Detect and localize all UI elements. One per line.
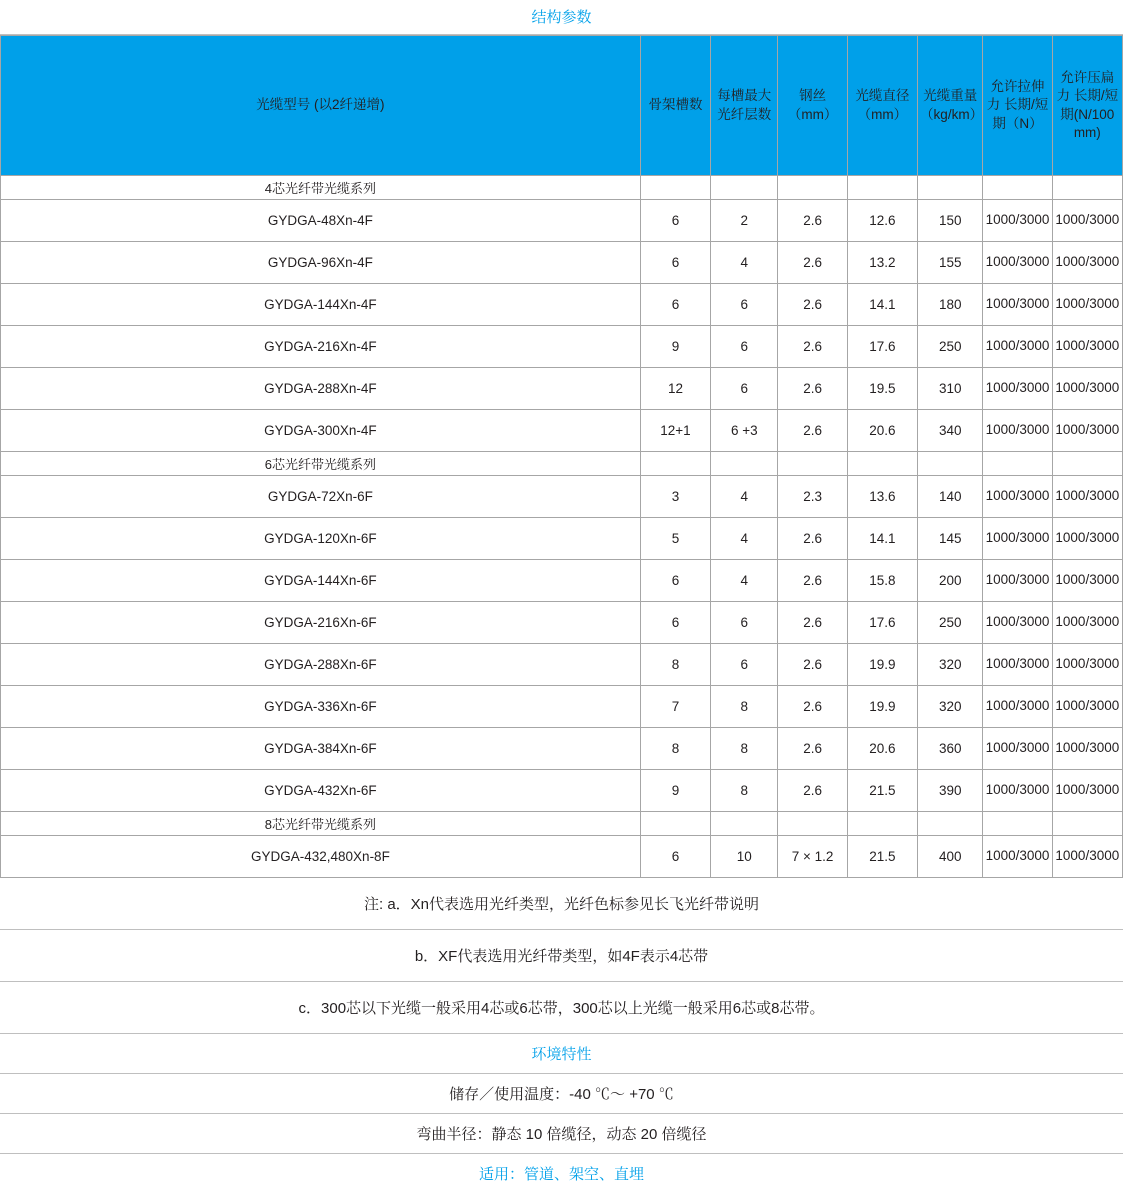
cell-layers: 6 +3 [711,410,778,452]
cell-crush: 1000/3000 [1052,728,1122,770]
cell-tensile: 1000/3000 [983,200,1052,242]
cell-wire: 2.6 [778,518,847,560]
header-diameter: 光缆直径（mm） [847,36,917,176]
cell-crush: 1000/3000 [1052,200,1122,242]
cell-weight: 155 [918,242,983,284]
cell-tensile: 1000/3000 [983,476,1052,518]
table-row [1,560,1123,602]
cell-slots: 3 [640,476,710,518]
cell-slots: 6 [640,602,710,644]
series-empty-cell [778,452,847,476]
cell-layers: 8 [711,728,778,770]
series-empty-cell [918,176,983,200]
series-empty-cell [711,176,778,200]
cell-weight: 145 [918,518,983,560]
cell-diameter: 17.6 [847,326,917,368]
cell-slots: 8 [640,728,710,770]
cell-slots: 9 [640,326,710,368]
cell-tensile: 1000/3000 [983,560,1052,602]
header-model: 光缆型号 (以2纤递增) [1,36,641,176]
table-row [1,728,1123,770]
header-crush: 允许压扁力 长期/短期(N/100 mm) [1052,36,1122,176]
cell-slots: 8 [640,644,710,686]
series-empty-cell [918,812,983,836]
cell-tensile: 1000/3000 [983,770,1052,812]
cell-layers: 2 [711,200,778,242]
cell-crush: 1000/3000 [1052,410,1122,452]
cell-model: GYDGA-72Xn-6F [1,476,641,518]
cell-layers: 4 [711,242,778,284]
cell-layers: 8 [711,686,778,728]
table-row [1,644,1123,686]
cell-diameter: 13.2 [847,242,917,284]
series-empty-cell [640,176,710,200]
cell-crush: 1000/3000 [1052,686,1122,728]
cell-diameter: 19.9 [847,644,917,686]
cell-wire: 2.6 [778,602,847,644]
header-layers: 每槽最大光纤层数 [711,36,778,176]
cell-crush: 1000/3000 [1052,836,1122,878]
cell-diameter: 14.1 [847,284,917,326]
cell-wire: 2.6 [778,686,847,728]
series-empty-cell [918,452,983,476]
cell-model: GYDGA-288Xn-4F [1,368,641,410]
table-body [1,176,1123,878]
header-weight: 光缆重量（kg/km） [918,36,983,176]
series-empty-cell [847,452,917,476]
cell-crush: 1000/3000 [1052,242,1122,284]
series-empty-cell [778,176,847,200]
cell-tensile: 1000/3000 [983,836,1052,878]
cell-model: GYDGA-96Xn-4F [1,242,641,284]
note-line: b．XF代表选用光纤带类型，如4F表示4芯带 [0,930,1123,982]
cell-slots: 7 [640,686,710,728]
cell-tensile: 1000/3000 [983,728,1052,770]
env-temperature-line: 储存／使用温度：-40 ℃～ +70 ℃ [0,1074,1123,1114]
cell-weight: 400 [918,836,983,878]
cell-layers: 4 [711,518,778,560]
series-empty-cell [640,812,710,836]
table-row [1,686,1123,728]
cell-layers: 6 [711,644,778,686]
notes-section [0,878,1123,1034]
cell-wire: 2.6 [778,644,847,686]
table-row [1,836,1123,878]
cell-wire: 2.6 [778,200,847,242]
series-empty-cell [711,452,778,476]
cell-slots: 6 [640,242,710,284]
cell-diameter: 19.9 [847,686,917,728]
cell-slots: 9 [640,770,710,812]
cell-wire: 2.6 [778,770,847,812]
cell-weight: 360 [918,728,983,770]
header-wire: 钢丝（mm） [778,36,847,176]
cell-wire: 2.6 [778,242,847,284]
cell-tensile: 1000/3000 [983,602,1052,644]
table-row [1,410,1123,452]
cell-layers: 6 [711,326,778,368]
note-line: c．300芯以下光缆一般采用4芯或6芯带，300芯以上光缆一般采用6芯或8芯带。 [0,982,1123,1034]
table-row [1,326,1123,368]
cell-diameter: 20.6 [847,410,917,452]
structure-section-title: 结构参数 [0,0,1123,35]
cell-weight: 310 [918,368,983,410]
cell-model: GYDGA-216Xn-4F [1,326,641,368]
note-line: 注: a．Xn代表选用光纤类型，光纤色标参见长飞光纤带说明 [0,878,1123,930]
cell-weight: 320 [918,644,983,686]
cell-slots: 6 [640,284,710,326]
cell-wire: 2.6 [778,560,847,602]
cell-tensile: 1000/3000 [983,410,1052,452]
cell-tensile: 1000/3000 [983,326,1052,368]
cell-crush: 1000/3000 [1052,518,1122,560]
cell-layers: 10 [711,836,778,878]
series-empty-cell [1052,452,1122,476]
header-slots: 骨架槽数 [640,36,710,176]
cell-crush: 1000/3000 [1052,770,1122,812]
cell-slots: 12 [640,368,710,410]
cell-model: GYDGA-384Xn-6F [1,728,641,770]
series-empty-cell [711,812,778,836]
table-row [1,518,1123,560]
cell-tensile: 1000/3000 [983,644,1052,686]
cell-diameter: 14.1 [847,518,917,560]
cell-layers: 6 [711,602,778,644]
cell-tensile: 1000/3000 [983,242,1052,284]
cell-wire: 2.6 [778,368,847,410]
cell-diameter: 21.5 [847,770,917,812]
cell-weight: 250 [918,602,983,644]
cell-tensile: 1000/3000 [983,284,1052,326]
env-bend-radius-line: 弯曲半径：静态 10 倍缆径，动态 20 倍缆径 [0,1114,1123,1154]
series-empty-cell [983,176,1052,200]
cell-tensile: 1000/3000 [983,686,1052,728]
cell-layers: 4 [711,476,778,518]
cell-slots: 6 [640,200,710,242]
series-label: 6芯光纤带光缆系列 [1,452,641,476]
series-header-row [1,452,1123,476]
cell-weight: 250 [918,326,983,368]
table-row [1,602,1123,644]
cell-crush: 1000/3000 [1052,326,1122,368]
header-tensile: 允许拉伸力 长期/短期（N） [983,36,1052,176]
series-empty-cell [640,452,710,476]
environment-section-title: 环境特性 [0,1034,1123,1074]
cell-weight: 340 [918,410,983,452]
cell-crush: 1000/3000 [1052,602,1122,644]
cell-model: GYDGA-336Xn-6F [1,686,641,728]
table-row [1,200,1123,242]
cell-model: GYDGA-48Xn-4F [1,200,641,242]
cell-diameter: 15.8 [847,560,917,602]
series-empty-cell [847,176,917,200]
cell-model: GYDGA-432,480Xn-8F [1,836,641,878]
series-label: 8芯光纤带光缆系列 [1,812,641,836]
cell-weight: 320 [918,686,983,728]
table-row [1,770,1123,812]
series-empty-cell [983,452,1052,476]
cell-diameter: 19.5 [847,368,917,410]
structure-parameters-table [0,35,1123,878]
table-row [1,476,1123,518]
cell-layers: 6 [711,284,778,326]
table-row [1,284,1123,326]
cell-diameter: 21.5 [847,836,917,878]
series-empty-cell [847,812,917,836]
cell-slots: 5 [640,518,710,560]
cell-crush: 1000/3000 [1052,368,1122,410]
cell-model: GYDGA-216Xn-6F [1,602,641,644]
cell-wire: 2.6 [778,284,847,326]
cell-layers: 8 [711,770,778,812]
cell-layers: 6 [711,368,778,410]
cell-wire: 2.3 [778,476,847,518]
cell-wire: 7 × 1.2 [778,836,847,878]
cell-weight: 200 [918,560,983,602]
table-header [1,36,1123,176]
series-header-row [1,176,1123,200]
cell-weight: 180 [918,284,983,326]
cell-crush: 1000/3000 [1052,560,1122,602]
cell-slots: 12+1 [640,410,710,452]
cell-weight: 140 [918,476,983,518]
table-row [1,242,1123,284]
cell-diameter: 20.6 [847,728,917,770]
cell-diameter: 13.6 [847,476,917,518]
cell-wire: 2.6 [778,728,847,770]
cell-model: GYDGA-120Xn-6F [1,518,641,560]
cell-wire: 2.6 [778,326,847,368]
cell-tensile: 1000/3000 [983,518,1052,560]
cell-layers: 4 [711,560,778,602]
cell-crush: 1000/3000 [1052,644,1122,686]
series-empty-cell [983,812,1052,836]
cell-tensile: 1000/3000 [983,368,1052,410]
series-empty-cell [778,812,847,836]
series-empty-cell [1052,812,1122,836]
series-empty-cell [1052,176,1122,200]
cell-diameter: 17.6 [847,602,917,644]
table-row [1,368,1123,410]
cell-model: GYDGA-432Xn-6F [1,770,641,812]
cell-weight: 390 [918,770,983,812]
cell-crush: 1000/3000 [1052,476,1122,518]
cell-weight: 150 [918,200,983,242]
series-label: 4芯光纤带光缆系列 [1,176,641,200]
cell-slots: 6 [640,836,710,878]
cell-crush: 1000/3000 [1052,284,1122,326]
cell-diameter: 12.6 [847,200,917,242]
cell-model: GYDGA-144Xn-6F [1,560,641,602]
cell-wire: 2.6 [778,410,847,452]
series-header-row [1,812,1123,836]
cell-slots: 6 [640,560,710,602]
cell-model: GYDGA-288Xn-6F [1,644,641,686]
application-line: 适用：管道、架空、直埋 [478,1166,644,1183]
cell-model: GYDGA-144Xn-4F [1,284,641,326]
cell-model: GYDGA-300Xn-4F [1,410,641,452]
